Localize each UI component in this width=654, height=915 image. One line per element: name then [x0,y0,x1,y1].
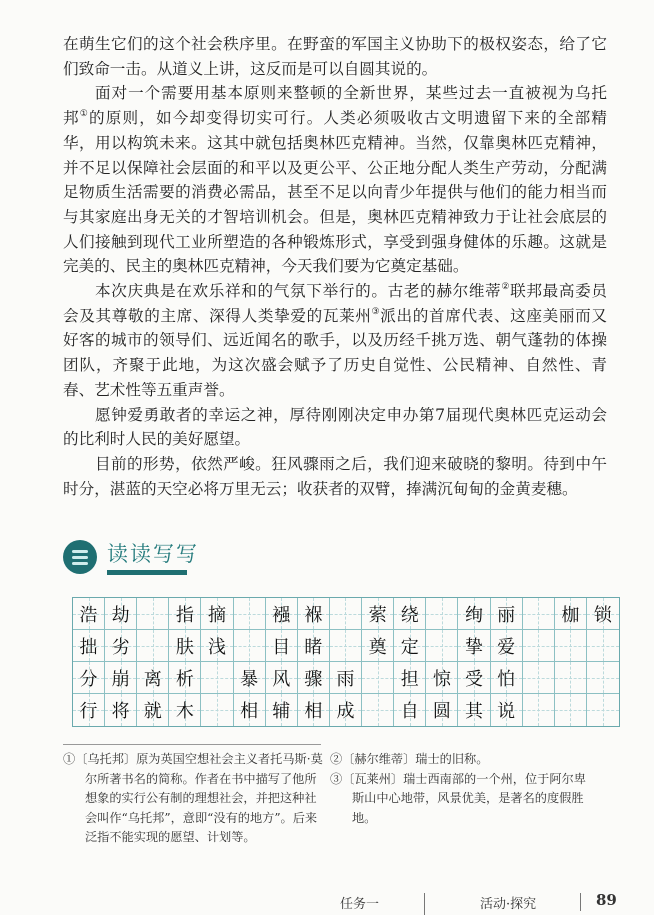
text-line: 完美的、民主的奥林匹克精神，今天我们要为它奠定基础。 [63,257,469,276]
text-line: 团队，齐聚于此地，为这次盛会赋予了历史自觉性、公民精神、自然性、青 [63,356,607,375]
grid-character: 睹 [304,636,323,658]
grid-character: 浩 [79,604,98,626]
grid-character: 爱 [497,636,516,658]
text-line: 愿钟爱勇敢者的幸运之神，厚待刚刚决定申办第7届现代奥林匹克运动会 [95,405,607,424]
grid-character: 暴 [240,668,259,690]
grid-character: 目 [272,636,291,658]
grid-cell [587,694,619,726]
grid-character: 离 [143,668,162,690]
grid-character: 自 [400,701,419,722]
footnotes-right [330,750,592,828]
grid-cell [491,662,523,694]
grid-character: 奠 [368,636,387,658]
grid-cell [426,630,458,662]
grid-cell [523,694,555,726]
grid-cell [458,694,490,726]
grid-cell [266,662,298,694]
text-line: 邦①的原则，如今却变得切实可行。人类必须吸收古文明遗留下来的全部精 [63,109,607,128]
grid-character: 将 [111,701,130,722]
grid-cell [234,662,266,694]
grid-cell [169,662,201,694]
grid-cell [491,694,523,726]
grid-character: 辅 [272,701,291,722]
text-line: 时分，湛蓝的天空必将万里无云；收获者的双臂，捧满沉甸甸的金黄麦穗。 [63,479,578,498]
grid-cell [394,630,426,662]
grid-cell [555,694,587,726]
text-line: 好客的城市的领导们、远近闻名的歌手，以及历经千挑万选、朝气蓬勃的体操 [63,331,607,350]
footnote-divider [63,744,321,745]
grid-character: 枷 [561,604,580,626]
grid-cell [458,630,490,662]
section-title: 读读写写 [107,542,199,566]
text-line: 华，用以构筑未来。这其中就包括奥林匹克精神。当然，仅靠奥林匹克精神， [63,133,607,152]
footer-task: 任务一 [340,897,380,912]
grid-character: 崩 [111,668,130,690]
grid-cell [491,598,523,630]
footer-section: 活动·探究 [480,897,537,912]
grid-character: 分 [79,668,98,690]
footnote-2: ②〔赫尔维蒂〕瑞士的旧称。 [330,752,489,766]
grid-cell [362,694,394,726]
grid-cell [234,630,266,662]
grid-cell [362,598,394,630]
grid-cell [137,630,169,662]
text-line: 春、艺术性等五重声誉。 [63,380,235,399]
grid-cell [523,630,555,662]
grid-character: 劣 [111,636,130,658]
footnote-3: ③〔瓦莱州〕瑞士西南部的一个州，位于阿尔卑斯山中心地带，风景优美，是著名的度假胜地。 [330,771,586,825]
grid-character: 相 [240,701,259,722]
grid-character: 萦 [368,604,387,626]
grid-character: 拙 [79,636,98,658]
text-line: 与其家庭出身无关的才智培训机会。但是，奥林匹克精神致力于让社会底层的 [63,207,607,226]
grid-cell [234,598,266,630]
grid-character: 担 [400,668,419,690]
grid-cell [523,662,555,694]
grid-cell [105,662,137,694]
grid-cell [587,598,619,630]
text-line: 会及其尊敬的主席、深得人类挚爱的瓦莱州③派出的首席代表、这座美丽而又 [63,306,607,325]
grid-character: 定 [400,636,419,658]
paragraph [63,279,607,403]
grid-character: 浅 [208,636,227,658]
grid-cell [362,662,394,694]
footnotes-left [63,750,323,848]
grid-character: 锁 [593,604,612,626]
grid-character: 襁 [272,604,291,626]
page-number: 89 [596,891,617,909]
grid-cell [169,694,201,726]
paragraph [63,32,607,81]
grid-cell [330,630,362,662]
text-line: 并不足以保障社会层面的和平以及更公平、公正地分配人类生产劳动，分配满 [63,158,607,177]
grid-cell [169,630,201,662]
text-line: 足物质生活需要的消费必需品，甚至不足以向青少年提供与他们的能力相当而 [63,183,607,202]
grid-character: 骤 [304,668,323,690]
text-line: 在萌生它们的这个社会秩序里。在野蛮的军国主义协助下的极权姿态，给了它 [63,35,607,53]
grid-character: 成 [336,701,355,722]
grid-cell [555,662,587,694]
grid-cell [137,662,169,694]
text-line: 面对一个需要用基本原则来整顿的全新世界，某些过去一直被视为乌托 [95,84,607,103]
grid-cell [298,630,330,662]
grid-character: 风 [272,668,291,690]
grid-cell [201,694,233,726]
grid-character: 木 [175,701,194,722]
text-line: 人们接触到现代工业所塑造的各种锻炼形式，享受到强身健体的乐趣。这就是 [63,232,607,251]
grid-cell [330,662,362,694]
grid-cell [201,598,233,630]
footer-divider [424,893,425,915]
paragraph [63,403,607,452]
grid-cell [234,694,266,726]
grid-character: 丽 [497,604,516,626]
grid-cell [266,598,298,630]
grid-cell [426,598,458,630]
grid-cell [105,598,137,630]
grid-cell [201,630,233,662]
grid-character: 怕 [497,668,516,690]
grid-cell [73,630,105,662]
grid-cell [266,694,298,726]
grid-cell [394,662,426,694]
list-circle-icon [63,540,97,574]
grid-character: 雨 [336,668,355,690]
grid-cell [298,662,330,694]
grid-cell [137,694,169,726]
grid-cell [330,694,362,726]
grid-character: 就 [143,701,162,722]
grid-cell [73,694,105,726]
grid-character: 其 [464,701,483,722]
grid-cell [105,630,137,662]
grid-character: 褓 [304,604,323,626]
grid-character: 圆 [432,701,451,722]
body-text [63,32,607,501]
text-line: 本次庆典是在欢乐祥和的气氛下举行的。古老的赫尔维蒂②联邦最高委员 [95,282,607,301]
grid-cell [298,598,330,630]
grid-cell [394,694,426,726]
section-heading [63,538,199,575]
grid-cell [426,694,458,726]
grid-cell [394,598,426,630]
footer-divider [580,893,581,911]
text-line: 目前的形势，依然严峻。狂风骤雨之后，我们迎来破晓的黎明。待到中午 [95,454,607,473]
grid-cell [555,598,587,630]
grid-cell [298,694,330,726]
footnote-1: ①〔乌托邦〕原为英国空想社会主义者托马斯·莫尔所著书名的简称。作者在书中描写了他所想象的实行公有制的理想社会，并把这种社会叫作“乌托邦”，意即“没有的地方”。后来泛指不能实现的愿望、计划等。 [63,752,323,844]
grid-cell [555,630,587,662]
grid-character: 受 [464,668,483,690]
grid-cell [169,598,201,630]
grid-character: 惊 [432,668,451,690]
grid-character: 析 [175,668,194,690]
grid-cell [491,630,523,662]
grid-cell [105,694,137,726]
grid-cell [137,598,169,630]
grid-cell [426,662,458,694]
grid-character: 劫 [111,604,130,626]
grid-cell [73,598,105,630]
grid-cell [587,630,619,662]
grid-character: 指 [175,604,194,626]
grid-cell [587,662,619,694]
grid-character: 行 [79,701,98,722]
grid-cell [330,598,362,630]
grid-cell [523,598,555,630]
grid-cell [266,630,298,662]
grid-character: 说 [497,701,516,722]
text-line: 们致命一击。从道义上讲，这反而是可以自圆其说的。 [63,59,438,78]
paragraph [63,81,607,279]
grid-cell [362,630,394,662]
paragraph [63,452,607,501]
grid-character: 绚 [464,604,483,626]
grid-cell [73,662,105,694]
grid-cell [201,662,233,694]
section-underline [107,570,187,575]
word-grid [72,597,620,727]
grid-cell [458,662,490,694]
grid-character: 相 [304,701,323,722]
grid-cell [458,598,490,630]
grid-character: 肤 [175,636,194,658]
text-line: 的比利时人民的美好愿望。 [63,430,251,449]
grid-character: 绕 [400,604,419,626]
grid-character: 摘 [208,604,227,626]
grid-character: 挚 [464,636,483,658]
